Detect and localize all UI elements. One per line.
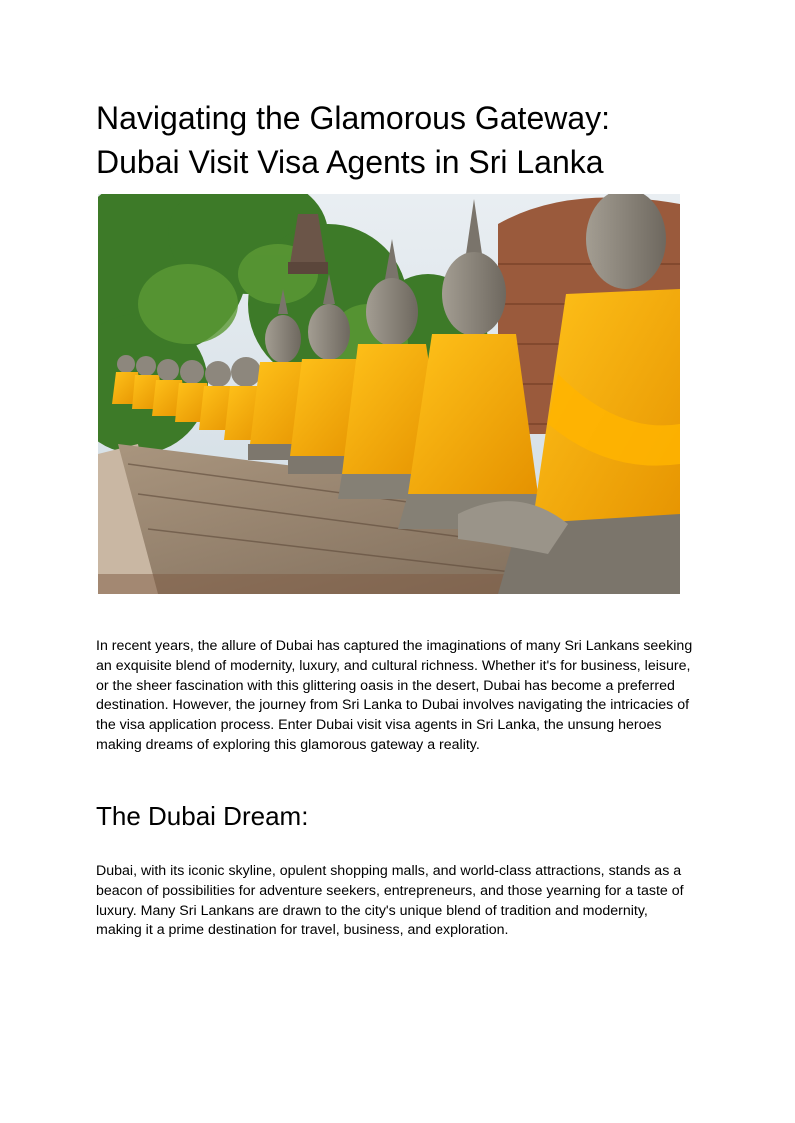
- document-title: Navigating the Glamorous Gateway: Dubai Visit Visa Agents in Sri Lanka: [96, 100, 611, 180]
- section-paragraph: Dubai, with its iconic skyline, opulent shopping malls, and world-class attractions, stands as a beacon of possibilities for adventure seekers, entrepreneurs, and those yearning for a taste of luxury. Many Sri Lankans are drawn to the city's unique blend of tradition and modernity, making it a prime destination for travel, business, and exploration.: [96, 863, 684, 939]
- buddha-statues-image: [98, 194, 680, 594]
- hero-image: [98, 194, 680, 594]
- section-heading: The Dubai Dream:: [96, 801, 309, 831]
- intro-paragraph: In recent years, the allure of Dubai has captured the imaginations of many Sri Lankans seeking an exquisite blend of modernity, luxury, and cultural richness. Whether it's for business, leisure, or the sheer fascination with this glittering oasis in the desert, Dubai has become a preferred destination. However, the journey from Sri Lanka to Dubai involves navigating the intricacies of the visa application process. Enter Dubai visit visa agents in Sri Lanka, the unsung heroes making dreams of exploring this glamorous gateway a reality.: [96, 638, 693, 753]
